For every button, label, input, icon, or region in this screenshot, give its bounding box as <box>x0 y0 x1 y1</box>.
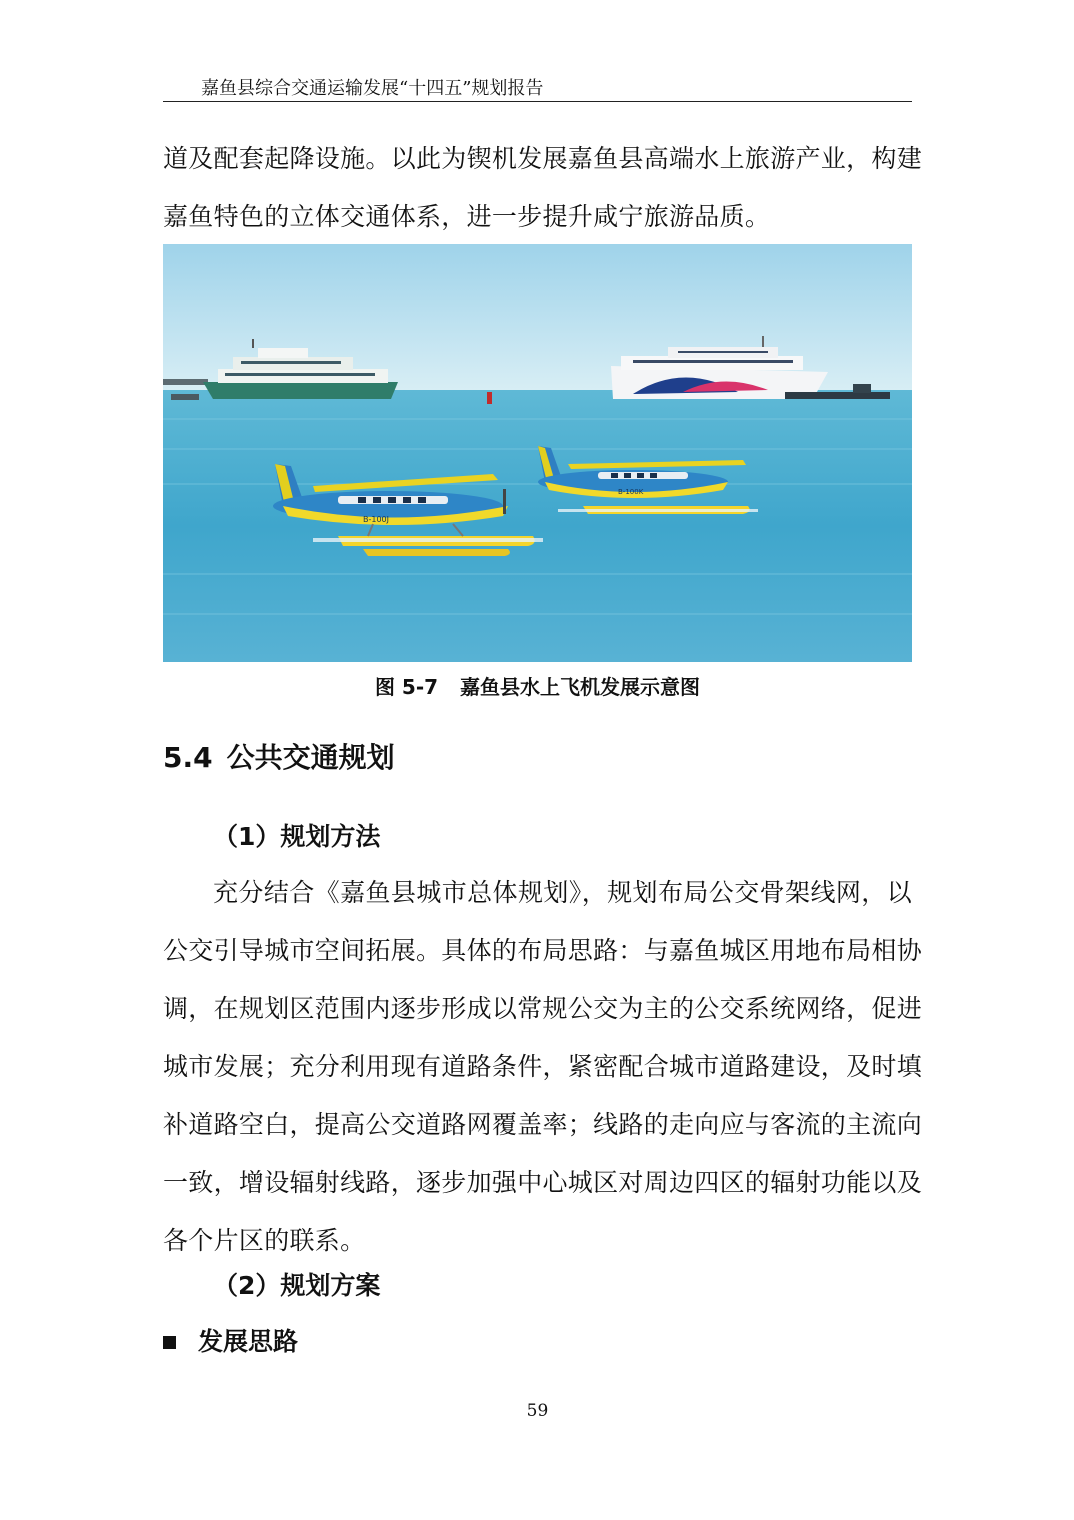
method-line-5: 补道路空白，提高公交道路网覆盖率；线路的走向应与客流的主流向 <box>163 1110 923 1139</box>
intro-line-2: 嘉鱼特色的立体交通体系，进一步提升咸宁旅游品质。 <box>163 202 771 231</box>
square-bullet-icon <box>163 1336 176 1349</box>
header-rule <box>163 101 912 102</box>
section-number: 5.4 <box>163 741 213 774</box>
method-paragraph <box>163 864 923 1270</box>
figure-caption <box>163 674 912 700</box>
section-heading <box>163 738 395 778</box>
subsection-heading-2: （2）规划方案 <box>213 1271 381 1300</box>
plane1-registration: B-100J <box>363 515 390 524</box>
bullet-label: 发展思路 <box>198 1327 299 1356</box>
page-number: 59 <box>526 1401 549 1421</box>
bullet-heading <box>163 1322 298 1362</box>
method-line-7: 各个片区的联系。 <box>163 1226 366 1255</box>
intro-paragraph <box>163 130 923 246</box>
method-line-2: 公交引导城市空间拓展。具体的布局思路：与嘉鱼城区用地布局相协 <box>163 936 923 965</box>
running-header: 嘉鱼县综合交通运输发展“十四五”规划报告 <box>201 78 544 99</box>
seaplane-photo <box>163 244 912 662</box>
figure-number: 图 5-7 <box>374 675 439 699</box>
intro-line-1: 道及配套起降设施。以此为锲机发展嘉鱼县高端水上旅游产业，构建 <box>163 144 923 173</box>
method-line-6: 一致，增设辐射线路，逐步加强中心城区对周边四区的辐射功能以及 <box>163 1168 923 1197</box>
section-title-text: 公共交通规划 <box>226 741 395 774</box>
method-line-3: 调，在规划区范围内逐步形成以常规公交为主的公交系统网络，促进 <box>163 994 923 1023</box>
method-line-1: 充分结合《嘉鱼县城市总体规划》，规划布局公交骨架线网，以 <box>213 878 912 907</box>
figure-caption-text: 嘉鱼县水上飞机发展示意图 <box>460 675 701 699</box>
plane2-registration: B-100K <box>618 488 644 496</box>
subsection-heading-1: （1）规划方法 <box>213 822 381 851</box>
method-line-4: 城市发展；充分利用现有道路条件，紧密配合城市道路建设，及时填 <box>163 1052 923 1081</box>
